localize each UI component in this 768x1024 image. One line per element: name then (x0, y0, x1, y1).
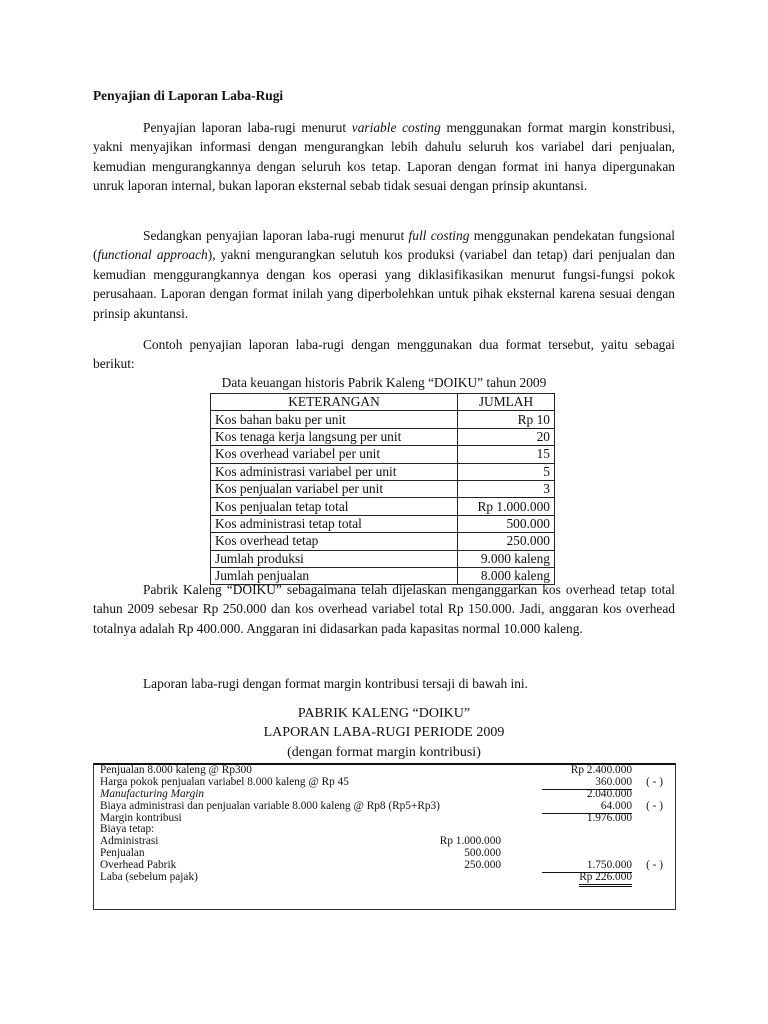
statement-row (94, 836, 675, 848)
label-text: Manufacturing Margin (100, 787, 205, 800)
italic-term: full costing (408, 228, 470, 243)
italic-term: variable costing (351, 120, 441, 135)
text: menggunakan format margin konstribusi, yakni menyajikan informasi dengan mengurangkan lebih dahulu seluruh kos variabel dari penjualan, kemudian mengurangkannya dengan seluruh kos tetap. Laporan dengan format ini hanya dipergunakan unruk laporan internal, bukan laporan eksternal sebab tidak sesuai dengan prinsip akuntansi. (93, 120, 675, 194)
amount: 1.976.000 (586, 811, 632, 824)
label-text: Harga pokok penjualan variabel 8.000 kaleng @ Rp 45 (100, 775, 349, 788)
row-value: 9.000 kaleng (458, 550, 555, 567)
report-subtitle: (dengan format margin kontribusi) (287, 744, 481, 760)
label-text: Overhead Pabrik (100, 859, 177, 872)
amount: Rp 2.400.000 (570, 764, 632, 776)
label-text: Penjualan (100, 847, 145, 860)
table-row (211, 498, 555, 515)
row-label: Kos bahan baku per unit (211, 411, 458, 428)
amount: 360.000 (542, 777, 632, 790)
table-row (211, 480, 555, 497)
paragraph-overhead: Pabrik Kaleng “DOIKU” sebagaimana telah dijelaskan menganggarkan kos overhead tetap total tahun 2009 sebesar Rp 250.000 dan kos overhead variabel total Rp 150.000. Jadi, anggaran kos overhead totalnya adalah Rp 400.000. Anggaran ini didasarkan pada kapasitas normal 10.000 kaleng. (93, 582, 675, 636)
row-label: Kos administrasi variabel per unit (211, 463, 458, 480)
financial-data-table (210, 393, 555, 585)
row-value: Rp 10 (458, 411, 555, 428)
minus-sign: ( - ) (646, 775, 663, 788)
amount: 1.750.000 (542, 860, 632, 873)
text: menggunakan pendekatan fungsional ( (93, 228, 676, 263)
label-text: Laba (sebelum pajak) (100, 871, 198, 884)
text: Penyajian laporan laba-rugi menurut (143, 120, 352, 135)
text: ), yakni mengurangkan selutuh kos produksi (variabel dan tetap) dari penjualan dan kemudian menggurangkannya dengan kos operasi yang diklasifikasikan menurut fungsi-fungsi pokok perusahaan. Laporan dengan format inilah yang diperbolehkan untuk pihak eksternal karena sesuai dengan prinsip akuntansi. (93, 247, 675, 321)
label-text: Penjualan 8.000 kaleng @ Rp300 (100, 764, 252, 776)
italic-term: functional approach (97, 247, 208, 263)
line-label (100, 872, 198, 884)
row-label: Kos penjualan variabel per unit (211, 480, 458, 497)
text: Sedangkan penyajian laporan laba-rugi menurut (143, 228, 409, 243)
column-header: JUMLAH (458, 394, 555, 411)
minus-sign: ( - ) (646, 799, 663, 812)
table-row (211, 515, 555, 532)
amount: 64.000 (542, 801, 632, 814)
report-heading (0, 704, 768, 762)
row-value: 3 (458, 480, 555, 497)
row-value: 250.000 (458, 533, 555, 550)
row-label: Kos overhead tetap (211, 533, 458, 550)
statement-row (94, 872, 675, 884)
paragraph-report-intro: Laporan laba-rugi dengan format margin kontribusi tersaji di bawah ini. (143, 676, 528, 691)
row-value: 5 (458, 463, 555, 480)
table-row (211, 463, 555, 480)
row-value: 15 (458, 446, 555, 463)
label-text: Biaya administrasi dan penjualan variable 8.000 kaleng @ Rp8 (Rp5+Rp3) (100, 799, 440, 812)
row-label: Kos administrasi tetap total (211, 515, 458, 532)
table-caption: Data keuangan historis Pabrik Kaleng “DOIKU” tahun 2009 (221, 375, 547, 390)
row-label: Jumlah produksi (211, 550, 458, 567)
row-value: 500.000 (458, 515, 555, 532)
paragraph-variable-costing (93, 118, 675, 196)
report-title: LAPORAN LABA-RUGI PERIODE 2009 (263, 725, 505, 741)
label-text: Biaya tetap: (100, 823, 155, 836)
minus-sign: ( - ) (646, 859, 663, 872)
label-text: Margin kontribusi (100, 811, 182, 824)
section-title: Penyajian di Laporan Laba-Rugi (93, 88, 284, 103)
subtotal-amount: 500.000 (464, 847, 501, 860)
paragraph-example: Contoh penyajian laporan laba-rugi dengan menggunakan dua format tersebut, yaitu sebagai berikut: (93, 337, 675, 372)
row-label: Kos overhead variabel per unit (211, 446, 458, 463)
amount: 2.040.000 (586, 787, 632, 800)
table-row (211, 428, 555, 445)
row-label: Kos tenaga kerja langsung per unit (211, 428, 458, 445)
table-row (211, 446, 555, 463)
subtotal-amount: Rp 1.000.000 (439, 835, 501, 848)
amount: Rp 226.000 (579, 872, 632, 887)
label-text: Administrasi (100, 835, 159, 848)
statement-row (94, 813, 675, 825)
table-row (211, 411, 555, 428)
row-label: Jumlah penjualan (211, 567, 458, 584)
income-statement (93, 763, 676, 910)
paragraph-full-costing (93, 226, 675, 323)
row-value: 20 (458, 428, 555, 445)
table-row (211, 550, 555, 567)
statement-row (94, 824, 675, 836)
row-value: Rp 1.000.000 (458, 498, 555, 515)
subtotal-amount: 250.000 (464, 859, 501, 872)
row-value: 8.000 kaleng (458, 567, 555, 584)
table-row (211, 533, 555, 550)
column-header: KETERANGAN (211, 394, 458, 411)
company-name: PABRIK KALENG “DOIKU” (297, 706, 471, 721)
row-label: Kos penjualan tetap total (211, 498, 458, 515)
